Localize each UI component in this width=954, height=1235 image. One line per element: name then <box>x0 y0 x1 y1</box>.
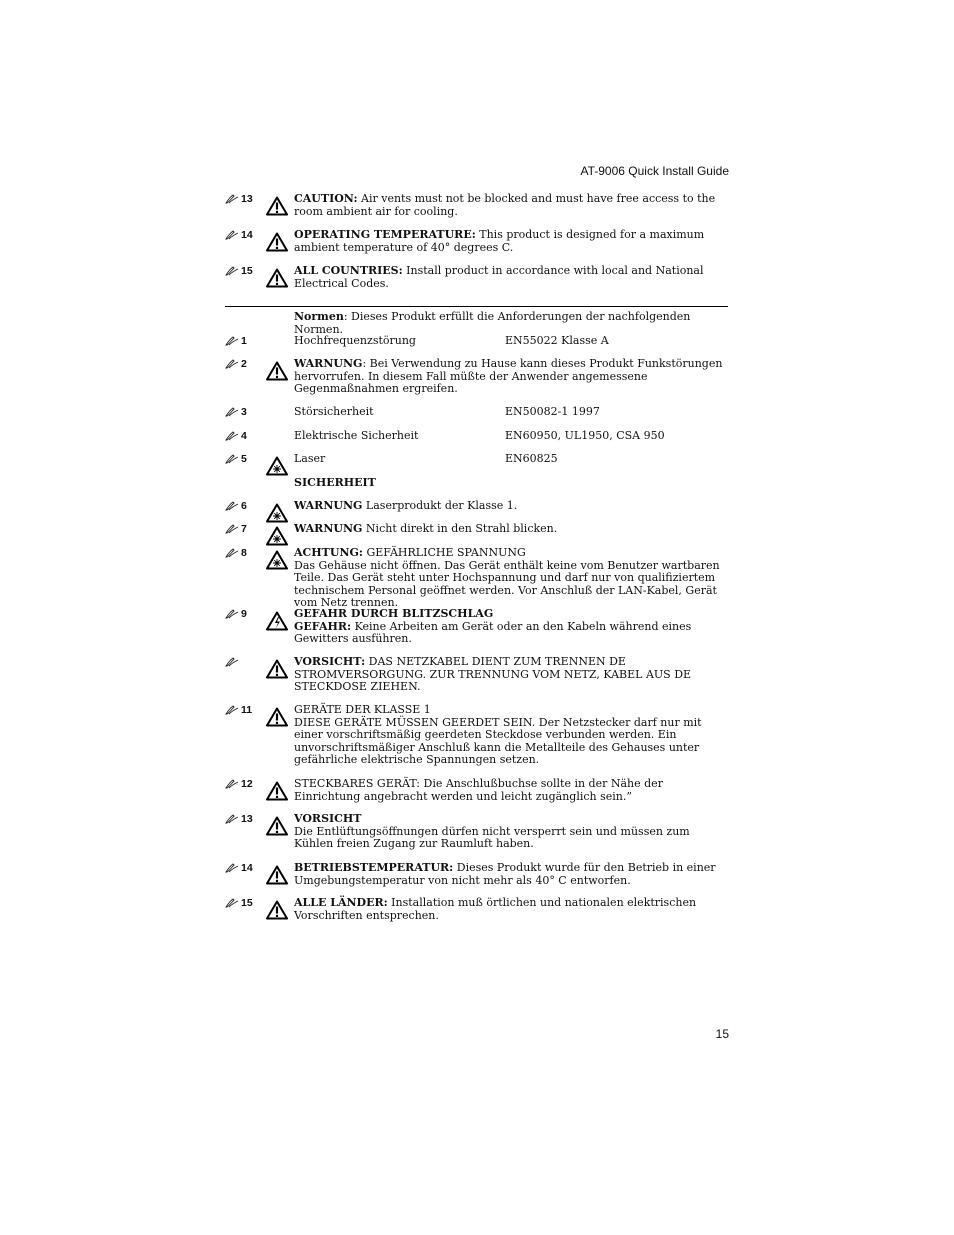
warning-triangle-icon <box>266 268 288 288</box>
pen-hand-icon <box>225 501 239 511</box>
warning-triangle-icon <box>266 707 288 727</box>
laser-warning-icon <box>266 456 288 476</box>
notice-text: BETRIEBSTEMPERATUR: Dieses Produkt wurde für den Betrieb in einer Umgebungstemperatur von nicht mehr als 40° C entworfen. <box>294 861 716 887</box>
norm-name: Hochfrequenzstörung <box>294 334 416 347</box>
warning-triangle-icon <box>266 361 288 381</box>
norm-value: EN55022 Klasse A <box>505 334 609 347</box>
notice-text: ALL COUNTRIES: Install product in accordance with local and National Electrical Codes. <box>294 264 704 290</box>
pen-hand-icon <box>225 779 239 789</box>
norm-name: Elektrische Sicherheit <box>294 429 419 442</box>
notice-number: 7 <box>241 523 247 535</box>
norm-value: EN60950, UL1950, CSA 950 <box>505 429 665 442</box>
pen-hand-icon <box>225 524 239 534</box>
pen-hand-icon <box>225 657 239 667</box>
notice-number: 15 <box>241 897 253 909</box>
notice-text: CAUTION: Air vents must not be blocked and must have free access to the room ambient air for cooling. <box>294 192 716 218</box>
laser-warning-icon <box>266 503 288 523</box>
norm-value: EN60825 <box>505 452 558 465</box>
notice-number: 1 <box>241 335 247 347</box>
warning-triangle-icon <box>266 900 288 920</box>
norm-name: Störsicherheit <box>294 405 374 418</box>
warning-triangle-icon <box>266 781 288 801</box>
section-divider <box>225 306 728 307</box>
norm-name: Laser <box>294 452 326 465</box>
electric-shock-icon <box>266 611 288 631</box>
laser-warning-icon <box>266 526 288 546</box>
notice-text: VORSICHT Die Entlüftungsöffnungen dürfen nicht versperrt sein und müssen zum Kühlen freien Zugang zur Raumluft haben. <box>294 812 690 850</box>
notice-number: 9 <box>241 608 247 620</box>
page-header: AT-9006 Quick Install Guide <box>580 164 729 178</box>
pen-hand-icon <box>225 705 239 715</box>
pen-hand-icon <box>225 407 239 417</box>
notice-text: WARNUNG Laserprodukt der Klasse 1. <box>294 499 518 512</box>
notice-text: WARNUNG: Bei Verwendung zu Hause kann dieses Produkt Funkstörungen hervorrufen. In diesem Fall müßte der Anwender angemessene Gegenmaßnahmen ergreifen. <box>294 357 723 395</box>
notice-text: ALLE LÄNDER: Installation muß örtlichen und nationalen elektrischen Vorschriften entsprechen. <box>294 896 697 922</box>
laser-warning-icon <box>266 550 288 570</box>
notice-number: 15 <box>241 265 253 277</box>
notice-text: GERÄTE DER KLASSE 1 DIESE GERÄTE MÜSSEN GEERDET SEIN. Der Netzstecker darf nur mit einer vorschriftsmäßig geerdeten Steckdose verbunden werden. Ein unvorschriftsmäßiger Anschluß kann die Metallteile des Gehauses unter gefährliche elektrische Spannungen setzen. <box>294 703 702 766</box>
pen-hand-icon <box>225 898 239 908</box>
notice-number: 14 <box>241 229 253 241</box>
notice-text: WARNUNG Nicht direkt in den Strahl blicken. <box>294 522 558 535</box>
notice-number: 13 <box>241 813 253 825</box>
warning-triangle-icon <box>266 865 288 885</box>
notice-text: ACHTUNG: GEFÄHRLICHE SPANNUNG Das Gehäuse nicht öffnen. Das Gerät enthält keine vom Benutzer wartbaren Teile. Das Gerät steht unter Hochspannung und darf nur von qualifiziertem technischem Personal geöffnet werden. Vor Anschluß der LAN-Kabel, Gerät vom Netz trennen. <box>294 546 720 609</box>
norm-value: EN50082-1 1997 <box>505 405 600 418</box>
pen-hand-icon <box>225 814 239 824</box>
notice-number: 4 <box>241 430 247 442</box>
pen-hand-icon <box>225 194 239 204</box>
pen-hand-icon <box>225 359 239 369</box>
notice-number: 14 <box>241 862 253 874</box>
pen-hand-icon <box>225 548 239 558</box>
warning-triangle-icon <box>266 232 288 252</box>
notice-text: OPERATING TEMPERATURE: This product is designed for a maximum ambient temperature of 40° degrees C. <box>294 228 705 254</box>
page-number: 15 <box>715 1027 729 1041</box>
pen-hand-icon <box>225 431 239 441</box>
warning-triangle-icon <box>266 196 288 216</box>
pen-hand-icon <box>225 609 239 619</box>
pen-hand-icon <box>225 863 239 873</box>
warning-triangle-icon <box>266 659 288 679</box>
notice-number: 3 <box>241 406 247 418</box>
notice-text: STECKBARES GERÄT: Die Anschlußbuchse sollte in der Nähe der Einrichtung angebracht werden und leicht zugänglich sein.” <box>294 777 663 803</box>
notice-number: 2 <box>241 358 247 370</box>
pen-hand-icon <box>225 230 239 240</box>
pen-hand-icon <box>225 266 239 276</box>
notice-text: GEFAHR DURCH BLITZSCHLAG GEFAHR: Keine Arbeiten am Gerät oder an den Kabeln während eines Gewitters ausführen. <box>294 607 692 645</box>
notice-number: 6 <box>241 500 247 512</box>
warning-triangle-icon <box>266 816 288 836</box>
notice-number: 13 <box>241 193 253 205</box>
notice-text: VORSICHT: DAS NETZKABEL DIENT ZUM TRENNEN DE STROMVERSORGUNG. ZUR TRENNUNG VOM NETZ, KABEL AUS DE STECKDOSE ZIEHEN. <box>294 655 692 693</box>
notice-number: 12 <box>241 778 253 790</box>
notice-number: 5 <box>241 453 247 465</box>
pen-hand-icon <box>225 454 239 464</box>
pen-hand-icon <box>225 336 239 346</box>
notice-number: 8 <box>241 547 247 559</box>
notice-number: 11 <box>241 704 253 716</box>
